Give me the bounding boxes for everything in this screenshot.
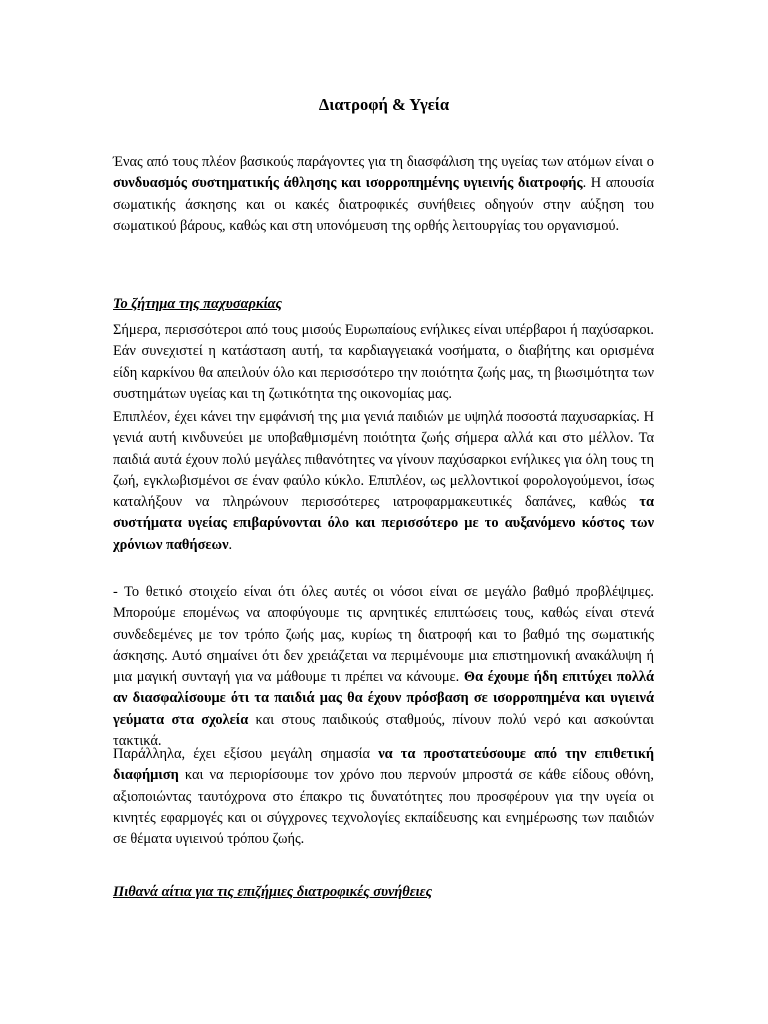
obesity-paragraph: Σήμερα, περισσότεροι από τους μισούς Ευρωπαίους ενήλικες είναι υπέρβαροι ή παχύσαρκοι. Εάν συνεχιστεί η κατάσταση αυτή, τα καρδιαγγειακά νοσήματα, ο διαβήτης και ορισμένα είδη καρκίνου θα απειλούν όλο και περισσότερο την ποιότητα ζωής μας, τη βιωσιμότητα των συστημάτων υγείας και τη ζωτικότητα της οικονομίας μας. <box>113 322 654 402</box>
advertising-paragraph <box>113 744 654 850</box>
causes-heading: Πιθανά αίτια για τις επιζήμιες διατροφικές συνήθειες <box>113 884 432 900</box>
advertising-text-end: και να περιορίσουμε τον χρόνο που περνούν μπροστά σε κάθε είδους οθόνη, αξιοποιώντας ταυτόχρονα στο έπακρο τις δυνατότητες που προσφέρουν για την υγεία οι κινητές εφαρμογές και οι σύγχρονες τεχνολογίες εκπαίδευσης και ενημέρωσης των παιδιών σε θέματα υγιεινού τρόπου ζωής. <box>113 767 654 848</box>
document-title: Διατροφή & Υγεία <box>318 95 450 114</box>
intro-text-end: . Η απουσία σωματικής άσκησης και οι κακές διατροφικές συνήθειες οδηγούν στην αύξηση του σωματικού βάρους, καθώς και στη υπονόμευση της ορθής λειτουργίας του οργανισμού. <box>113 175 654 234</box>
children-text-end: . <box>228 536 233 553</box>
intro-text: Ένας από τους πλέον βασικούς παράγοντες για τη διασφάλιση της υγείας των ατόμων είναι ο <box>113 154 654 170</box>
positive-text-end: και στους παιδικούς σταθμούς, πίνουν πολύ νερό και ασκούνται τακτικά. <box>113 711 655 750</box>
advertising-emphasis: να τα προστατεύσουμε από την επιθετική διαφήμιση <box>113 746 654 784</box>
children-emphasis: τα συστήματα υγείας επιβαρύνονται όλο και περισσότερο με το αυξανόμενο κόστος των χρόνιων παθήσεων <box>113 494 654 553</box>
children-text: Επιπλέον, έχει κάνει την εμφάνισή της μια γενιά παιδιών με υψηλά ποσοστά παχυσαρκίας. Η γενιά αυτή κινδυνεύει με υποβαθμισμένη ποιότητα ζωής σήμερα αλλά και στο μέλλον. Τα παιδιά αυτά έχουν πολύ μεγάλες πιθανότητες να γίνουν παχύσαρκοι ενήλικες για όλη τους τη ζωή, εγκλωβισμένοι σε έναν φαύλο κύκλο. Επιπλέον, ως μελλοντικοί φορολογούμενοι, ίσως καταλήξουν να πληρώνουν περισσότερες ιατροφαρμακευτικές δαπάνες, καθώς <box>113 409 654 511</box>
obesity-heading: Το ζήτημα της παχυσαρκίας <box>113 296 282 312</box>
children-paragraph <box>113 407 654 556</box>
positive-paragraph <box>113 582 654 752</box>
advertising-text: Παράλληλα, έχει εξίσου μεγάλη σημασία <box>113 746 379 762</box>
positive-emphasis: Θα έχουμε ήδη επιτύχει πολλά αν διασφαλίσουμε ότι τα παιδιά μας θα έχουν πρόσβαση σε ισορροπημένα και υγιεινά γεύματα στα σχολεία <box>113 669 654 728</box>
positive-text: - Το θετικό στοιχείο είναι ότι όλες αυτές οι νόσοι είναι σε μεγάλο βαθμό προβλέψιμες. Μπορούμε επομένως να αποφύγουμε τις αρνητικές επιπτώσεις τους, καθώς είναι στενά συνδεδεμένες με τον τρόπο ζωής μας, κυρίως τη διατροφή και το βαθμό της σωματικής άσκησης. Αυτό σημαίνει ότι δεν χρειάζεται να περιμένουμε μια επιστημονική ανακάλυψη ή μια μαγική συνταγή για να μάθουμε τι πρέπει να κάνουμε. <box>113 584 654 686</box>
intro-paragraph <box>113 152 654 237</box>
intro-emphasis: συνδυασμός συστηματικής άθλησης και ισορροπημένης υγιεινής διατροφής <box>113 175 583 192</box>
